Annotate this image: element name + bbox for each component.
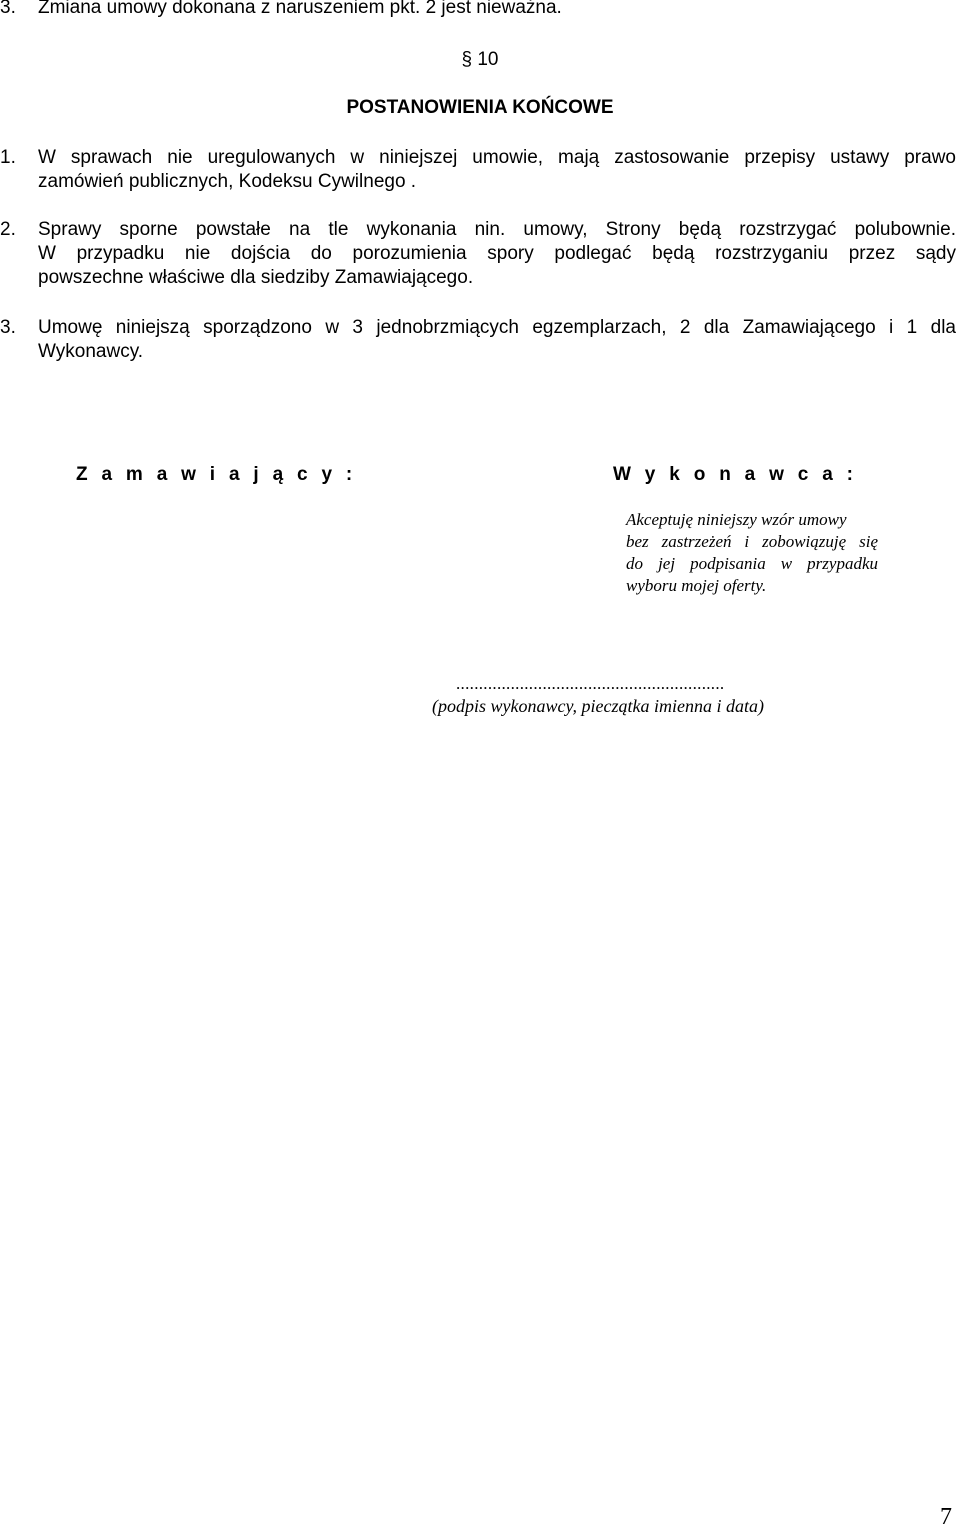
item-3-line-1: Umowę niniejszą sporządzono w 3 jednobrzmiących egzemplarzach, 2 dla Zamawiającego i 1 dla [38, 317, 956, 338]
item-3-number: 3. [0, 317, 16, 338]
section-symbol: § 10 [461, 49, 499, 70]
acceptance-line-4: wyboru mojej oferty. [626, 576, 767, 595]
item-3-top-number: 3. [0, 0, 16, 18]
item-3 [0, 316, 956, 364]
signature-caption: (podpis wykonawcy, pieczątka imienna i data) [432, 696, 764, 716]
page-number: 7 [940, 1504, 952, 1530]
acceptance-line-3: do jej podpisania w przypadku [626, 554, 878, 573]
section-title: POSTANOWIENIA KOŃCOWE [346, 97, 614, 118]
item-2-number: 2. [0, 219, 16, 240]
acceptance-line-1: Akceptuję niniejszy wzór umowy [626, 510, 847, 529]
acceptance-statement [626, 509, 878, 597]
item-1-line-2: zamówień publicznych, Kodeksu Cywilnego . [38, 171, 417, 192]
item-1-number: 1. [0, 147, 16, 168]
item-3-top [0, 0, 960, 20]
item-1-line-1: W sprawach nie uregulowanych w niniejszej umowie, mają zastosowanie przepisy ustawy prawo [38, 147, 956, 168]
item-2-line-3: powszechne właściwe dla siedziby Zamawiającego. [38, 267, 474, 288]
item-1 [0, 146, 956, 194]
item-2-line-2: W przypadku nie dojścia do porozumienia spory podlegać będą rozstrzyganiu przez sądy [38, 243, 956, 264]
signature-dots: ........................................................... [456, 674, 725, 693]
party-wykonawca: W y k o n a w c a : [613, 464, 858, 485]
item-3-line-2: Wykonawcy. [38, 341, 144, 362]
acceptance-line-2: bez zastrzeżeń i zobowiązuję się [626, 532, 878, 551]
item-2-line-1: Sprawy sporne powstałe na tle wykonania nin. umowy, Strony będą rozstrzygać polubownie. [38, 219, 956, 240]
item-3-top-text: Zmiana umowy dokonana z naruszeniem pkt. 2 jest nieważna. [38, 0, 562, 18]
item-2 [0, 218, 956, 290]
party-zamawiajacy: Z a m a w i a j ą c y : [76, 464, 357, 485]
